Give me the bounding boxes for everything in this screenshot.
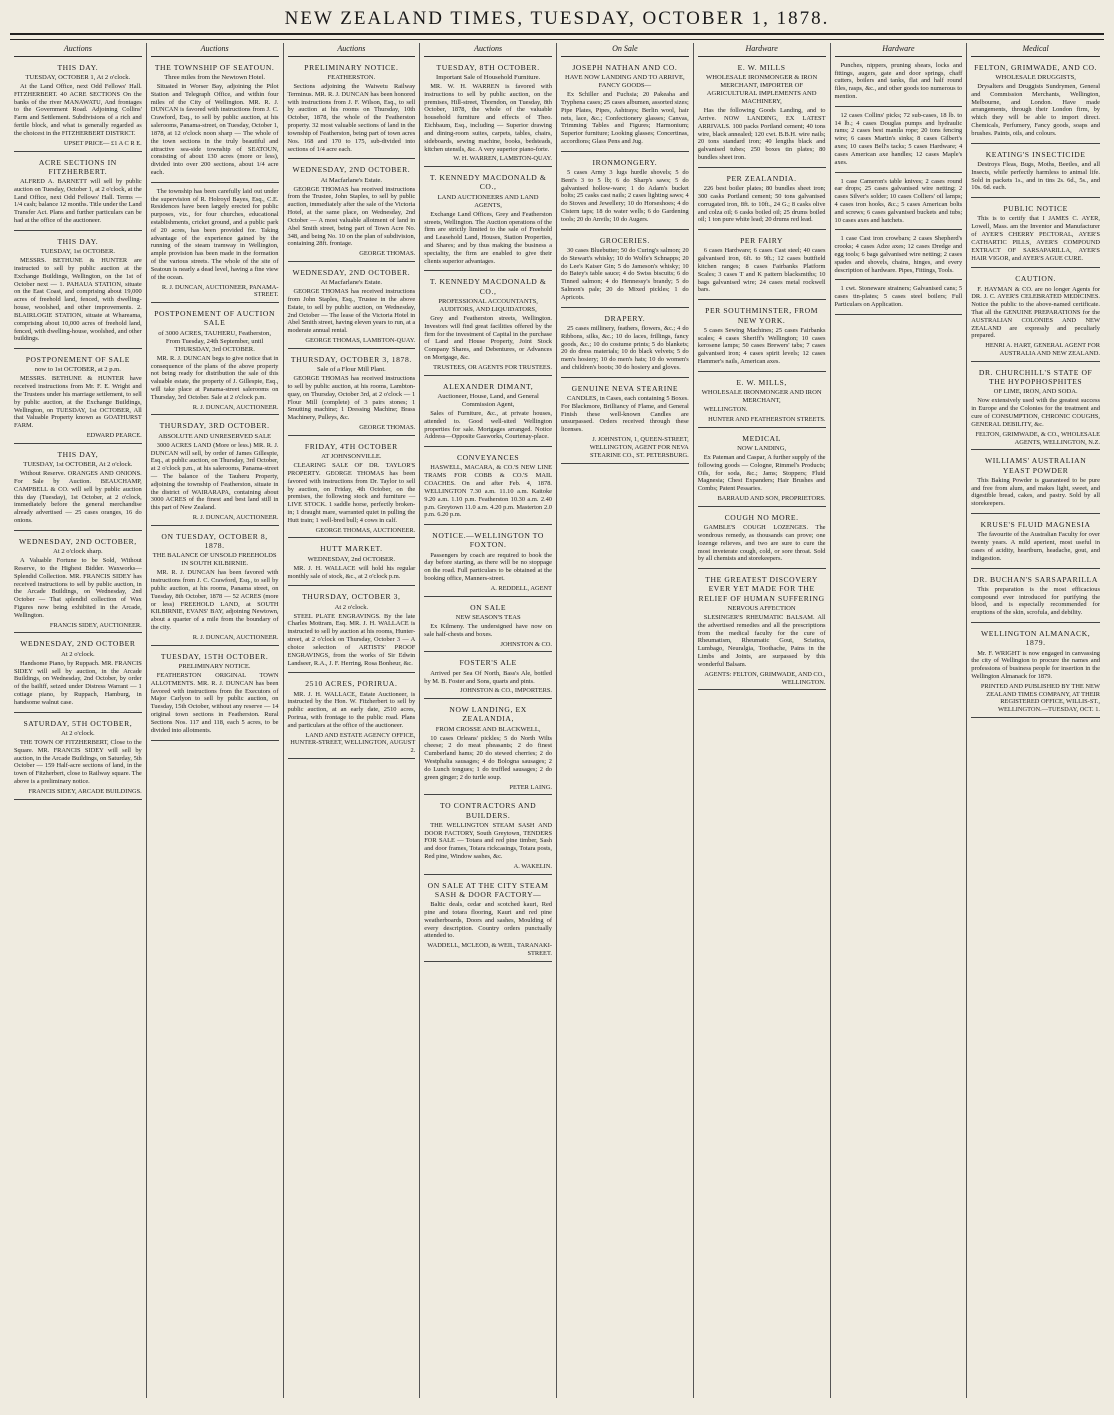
ad-subtitle: At Macfarlane's Estate. [320, 279, 383, 287]
advertisement [151, 418, 279, 525]
ad-body: F. HAYMAN & CO. are no longer Agents for DR. J. C. AYER'S CELEBRATED MEDICINES. Notice the public to the above-named certificate. That all the GENUINE PREPARATIONS for the AUSTRALIAN COLONIES AND NEW ZEALAND are expressly and peculiarly prepared. [971, 285, 1100, 340]
advertisement [288, 162, 416, 262]
column-heading: On Sale [561, 43, 689, 57]
advertisement [424, 528, 552, 597]
ad-title: FELTON, GRIMWADE, AND CO. [974, 62, 1098, 72]
advertisement [14, 636, 142, 712]
ad-body: Has the following Goods Landing, and to Arrive. NOW LANDING, EX LATEST ARRIVALS. 100 packs Portland cement; 40 tons wire, black annealed; 120 cwt. B.B.H. wire nails; 20 tons standard iron; 40 lengths black and galvanised tubes; 250 boxes tin plates; 80 bundles sheet iron. [697, 107, 826, 161]
advertisement [835, 60, 963, 107]
ad-signature: W. H. WARREN, LAMBTON-QUAY. [453, 155, 552, 163]
ad-subtitle: At 2 o'clock. [61, 650, 95, 658]
ad-body: 5 cases Sewing Machines; 25 cases Fairbanks scales; 4 cases Sheriff's Wellington; 10 cases kerosene lamps; 50 cases Brewers' tabs; 7 cases galvanised iron; 4 cases spirit levels; 12 cases Hammer's nails, American axes. [697, 326, 826, 365]
advertisement [971, 60, 1100, 144]
column-1 [10, 43, 147, 1398]
ad-subtitle: PROFESSIONAL ACCOUNTANTS, AUDITORS, AND LIQUIDATORS, [438, 297, 538, 313]
ad-signature: JOHNSTON & CO. [500, 640, 552, 648]
column-6 [694, 43, 831, 1398]
ad-title: ALEXANDER DIMANT, [443, 381, 534, 391]
column-heading: Medical [971, 43, 1100, 57]
advertisement [288, 265, 416, 349]
ad-title: T. KENNEDY MACDONALD & CO., [429, 277, 547, 296]
ad-signature: WADDELL, MCLEOD, & WEIL, TARANAKI-STREET. [427, 942, 552, 958]
ad-title: TO CONTRACTORS AND BUILDERS. [440, 801, 537, 820]
ad-subtitle: At 2 o'clock. [61, 729, 95, 737]
ad-subtitle: TUESDAY, 1st OCTOBER. [40, 248, 115, 256]
ad-subtitle: HAVE NOW LANDING AND TO ARRIVE, FANCY GOODS— [565, 74, 685, 90]
ad-signature: HENRI A. HART, GENERAL AGENT FOR AUSTRALIA AND NEW ZEALAND. [985, 342, 1100, 358]
ad-title: TUESDAY, 8TH OCTOBER. [436, 62, 540, 72]
advertisement [561, 233, 689, 308]
ad-signature: R. J. DUNCAN, AUCTIONEER, PANAMA-STREET. [161, 283, 279, 299]
ad-body: HASWELL, MACARA, & CO.'S NEW LINE TRAMS FOR COBB & CO.'S MAIL COACHES. On and after Feb. 4, 1878. WELLINGTON 7.30 a.m. 11.10 a.m. Kaitoke 9.20 a.m. 1.10 p.m. Featherston 10.30 a.m. 2.40 p.m. Greytown 11.0 a.m. 4.20 p.m. Masterton 2.0 p.m. 6.20 p.m. [424, 464, 552, 519]
ad-title: NOTICE.—WELLINGTON TO FOXTON. [432, 531, 544, 550]
column-grid [10, 43, 1104, 1398]
advertisement [698, 171, 826, 230]
advertisement [14, 155, 142, 231]
advertisement [151, 529, 279, 646]
ad-body: This Baking Powder is guaranteed to be pure and free from alum, and makes light, sweet, and digestible bread, cakes, and pastry. Sold by all storekeepers. [971, 476, 1100, 508]
ad-body: MR. J. H. WALLACE will hold his regular monthly sale of stock, &c., at 2 o'clock p.m. [287, 564, 416, 580]
ad-body: This preparation is the most efficacious compound ever introduced for purifying the blood, and is especially recommended for eruptions of the skin, scrofula, and debility. [971, 585, 1100, 617]
ad-title: WEDNESDAY, 2ND OCTOBER. [292, 267, 411, 277]
ad-signature: R. J. DUNCAN, AUCTIONEER. [192, 403, 279, 411]
ad-title: PER ZEALANDIA. [726, 173, 797, 183]
ad-subtitle: now to 1st OCTOBER, at 2 p.m. [34, 366, 121, 374]
advertisement [698, 233, 826, 300]
ad-title: POSTPONEMENT OF AUCTION SALE [154, 309, 276, 328]
ad-body: The favourite of the Australian Faculty for over twenty years. A mild aperient, most useful in cases of acidity, heartburn, headache, gout, and indigestion. [971, 531, 1100, 562]
ad-subtitle: NEW SEASON'S TEAS [455, 613, 521, 621]
ad-title: T. KENNEDY MACDONALD & CO., [429, 173, 547, 192]
ad-subtitle: ABSOLUTE AND UNRESERVED SALE [158, 432, 272, 440]
ad-signature: BARRAUD AND SON, PROPRIETORS. [717, 495, 826, 503]
ad-title: POSTPONEMENT OF SALE [25, 355, 130, 365]
ad-subtitle: WHOLESALE IRONMONGER & IRON MERCHANT, IMPORTER OF AGRICULTURAL IMPLEMENTS AND MACHINERY, [706, 74, 818, 106]
ad-subtitle: NOW LANDING, [737, 445, 787, 452]
ad-title: WEDNESDAY, 2ND OCTOBER. [292, 165, 411, 175]
advertisement [288, 439, 416, 539]
advertisement [424, 655, 552, 699]
ad-title: CAUTION. [1015, 274, 1057, 284]
column-heading: Auctions [424, 43, 552, 57]
column-heading: Auctions [14, 43, 142, 57]
advertisement [424, 379, 552, 448]
ad-signature: A. WAKELIN. [513, 862, 552, 870]
ad-subtitle: of 3000 ACRES, TAUHERU, Featherston, From Tuesday, 24th September, until THURSDAY, 3rd OCTOBER. [158, 329, 271, 353]
advertisement [288, 676, 416, 759]
ad-body: Sales of Furniture, &c., at private houses, attended to. Good well-sited Wellington properties for sale. Mortgages arranged. Notice Address—Opposite Gasworks, Courtenay-place. [424, 409, 552, 441]
ad-subtitle: WEDNESDAY, 2nd OCTOBER. [307, 555, 396, 563]
ad-body: Situated in Worser Bay, adjoining the Pilot Station and Telegraph Office, and within four miles of the City of Wellington. MR. R. J. DUNCAN is favored with instructions from J. C. Crawford, Esq., to sell by public auction, at his salerooms, Panama-street, on Tuesday, October 1, 1878, at 12 o'clock noon sharp — The whole of the town sections in the truly beautiful and attractive sea-side township of SEATOUN, consisting of about 130 acres (more or less), divided into over 200 sections, about 1/4 acre each. [150, 83, 279, 176]
ad-body: 1 case Cast iron crowbars; 2 cases Shepherd's crooks; 4 cases Adze axes; 12 cases Dredge and egg tools; 6 bags galvanised wire netting; 2 cases spades and shovels, chains, hinges, and every description of hardware. Pipes, Fittings, Tools. [834, 235, 963, 274]
ad-signature: UPSET PRICE— £1 A C R E. [63, 139, 142, 147]
ad-subtitle: Important Sale of Household Furniture. [436, 74, 541, 81]
ad-title: JOSEPH NATHAN AND CO. [572, 62, 678, 72]
ad-subtitle: At Macfarlane's Estate. [320, 176, 383, 184]
ad-title: DR. CHURCHILL'S STATE OF THE HYPOPHOSPHITES [978, 367, 1093, 387]
ad-body: A Valuable Fortune to be Sold, Without Reserve, to the Highest Bidder. Waxworks—Splendid Collection. MR. FRANCIS SIDEY has received instructions to sell by public auction, in the Arcade Buildings, on Wednesday, 2nd October — That splendid collection of Wax Figures now being exhibited in the Arcade, Wellington. [14, 557, 142, 619]
ad-subtitle: LAND AUCTIONEERS AND LAND AGENTS, [437, 193, 539, 209]
ad-body: STEEL PLATE ENGRAVINGS. By the late Charles Mottram, Esq. MR. J. H. WALLACE is instructed to sell by auction at his rooms, Hunter-street, at 2 o'clock on Thursday, October 3 — A choice selection of ARTISTS' PROOF ENGRAVINGS, from the works of Sir Edwin Landseer, R.A., J. F. Herring, Rosa Bonheur, &c. [287, 612, 416, 667]
ad-body: Exchange Land Offices, Grey and Featherston streets, Wellington. The Auction operations of the firm are strictly limited to the sale of Freehold and Leasehold Land, Houses, Station Properties, and Shares; and by thus making the business a speciality, the firm are enabled to give their clients superior advantages. [424, 210, 552, 265]
advertisement [698, 375, 826, 428]
ad-body: MR. J. H. WALLACE, Estate Auctioneer, is instructed by the Hon. W. Fitzherbert to sell by public auction, at an early date, 2510 acres, Porirua, with frontage to the public road. Plans and particulars at the office of the auctioneer. [287, 690, 416, 729]
advertisement [835, 233, 963, 280]
ad-signature: FELTON, GRIMWADE, & CO., WHOLESALE AGENTS, WELLINGTON, N.Z. [975, 430, 1100, 446]
column-heading: Hardware [698, 43, 826, 57]
ad-subtitle: WHOLESALE DRUGGISTS, [995, 74, 1076, 81]
column-3 [284, 43, 421, 1398]
ad-title: DRAPERY. [604, 313, 646, 323]
ad-subtitle: PRELIMINARY NOTICE. [178, 662, 251, 670]
column-heading: Auctions [288, 43, 416, 57]
advertisement [288, 541, 416, 586]
advertisement [835, 283, 963, 314]
ad-body: Ex Kilmeny. The undersigned have now on sale half-chests and boxes. [424, 623, 552, 638]
ad-signature: HUNTER AND FEATHERSTON STREETS. [708, 415, 826, 423]
ad-body: Baltic deals, cedar and scotched kauri, Red pine and totara flooring, Kauri and red pine weatherboards, Doors and sashes, Moulding of every description. Country orders punctually attended to. [424, 901, 552, 940]
ad-body: 5 cases Army 3 lugs hurdle shovels; 5 do Bent's 3 to 5 lb; 6 do Sharp's saws; 5 do galvanised hollow-ware; 1 do Adam's bucket bolts; 25 casks cast nails; 2 cases lighting saws; 4 do Stoves and Jewellery; 10 do Horseshoes; 4 do Cistern taps; 18 do water wells; 6 do Gardening tools; 20 do Anvils; 10 do Augers. [561, 169, 689, 223]
advertisement [424, 702, 552, 795]
ad-body: GEORGE THOMAS has received instructions from John Staples, Esq., Trustee in the above Estate, to sell by public auction, on Wednesday, 2nd October — The lease of the Victoria Hotel in Abel Smith street, having eleven years to run, at a moderate annual rental. [287, 288, 416, 335]
advertisement [151, 306, 279, 415]
advertisement [971, 147, 1100, 199]
advertisement [971, 572, 1100, 624]
ad-body: MR. R. J. DUNCAN has been favored with instructions from J. C. Crawford, Esq., to sell by public auction, at his rooms, Panama street, on Tuesday, 8th October, 1878 — 52 ACRES (more or less) FREEHOLD LAND, at SOUTH KILBIRNIE, EVANS' BAY, adjoining Newtown, about a quarter of a mile from the boundary of the city. [150, 569, 279, 632]
ad-subtitle: AT JOHNSONVILLE. [321, 453, 382, 461]
advertisement [288, 60, 416, 160]
advertisement [14, 447, 142, 531]
ad-title: THURSDAY, 3RD OCTOBER. [159, 421, 270, 431]
ad-title: THIS DAY. [57, 62, 99, 72]
ad-body: 6 cases Hardware; 6 cases Cast steel; 40 cases galvanised iron, 6ft. to 9ft.; 12 cases buttfield kitchen ranges; 8 cases Fairbanks Platform Scales; 3 cases T and K pattern blacksmiths; 10 bags galvanised wire; 24 cases metal rockwell bars. [697, 247, 826, 294]
advertisement [151, 649, 279, 741]
advertisement [424, 450, 552, 525]
ad-signature: J. JOHNSTON, 1, QUEEN-STREET, WELLINGTON, AGENT FOR NEVA STEARINE CO., ST. PETERSBURG. [589, 436, 689, 459]
advertisement [14, 534, 142, 634]
ad-title: PRELIMINARY NOTICE. [304, 62, 399, 72]
ad-body: MR. W. H. WARREN is favored with instructions to sell by public auction, on the premises, Hill-street, Thorndon, on Tuesday, 8th October, 1878, the whole of the valuable household furniture and effects of Theo. Eichbaum, Esq., including — Superior drawing and dining-room suites, carpets, tables, chairs, sideboards, sewing machine, books, bedsteads, kitchen utensils, &c. A very superior piano-forte. [424, 83, 552, 153]
ad-body: 226 best boiler plates; 80 bundles sheet iron; 300 casks Portland cement; 50 tons galvanised corrugated iron, 8ft. to 10ft., 24 G.; 8 casks olive and colza oil; 6 casks boiled oil; 25 drums boiled oil; 1 ton pure white lead; 20 drums red lead. [697, 185, 826, 224]
advertisement [698, 303, 826, 372]
ad-body: CANDLES, in Cases, each containing 5 Boxes. For Blackmore, Brilliancy of Flame, and General Finish these well-known Candles are unsurpassed. Orders received through these licenses. [561, 395, 689, 434]
ad-title: FRIDAY, 4TH OCTOBER [304, 441, 398, 451]
ad-signature: PETER LAING. [509, 783, 552, 791]
ad-title: E. W. MILLS, [736, 377, 787, 387]
ad-subtitle: TUESDAY, OCTOBER 1, At 2 o'clock. [25, 74, 131, 81]
ad-body: GEORGE THOMAS has received instructions to sell by public auction, at his rooms, Lambton-quay, on Thursday, October 3rd, at 2 o'clock — 1 Flour Mill (complete) of 3 pairs stones; 1 Smutting machine; 1 Dressing Machine; Brass Machinery, Pulleys, &c. [287, 375, 416, 422]
ad-signature: TRUSTEES, OR AGENTS FOR TRUSTEES. [433, 363, 552, 371]
column-5 [557, 43, 694, 1398]
ad-title: KRUSE'S FLUID MAGNESIA [980, 520, 1091, 530]
masthead-rule [10, 37, 1104, 40]
ad-body: Ex Pateman and Caspar, A further supply of the following goods — Cologne, Rimmel's Products; Oils, for soda, &c.; Jams; Stoppers; Fluid Magnesia; Chest Expanders; Hair Brushes and Combs; Patent Pessaries. [697, 454, 826, 493]
ad-body: MR. R. J. DUNCAN begs to give notice that in consequence of the plans of the above property not being ready for distribution the sale of this valuable estate, the property of J. Gillespie, Esq., will take place at Panama-street salerooms on Thursday, 3rd October. Sale at 2 o'clock p.m. [150, 354, 279, 401]
ad-title: PER FAIRY [740, 236, 784, 246]
advertisement [424, 600, 552, 653]
ad-signature: FRANCIS SIDEY, AUCTIONEER. [49, 621, 142, 629]
ad-subtitle: At 2 o'clock. [334, 603, 369, 611]
advertisement [698, 60, 826, 168]
ad-body: MESSRS. BETHUNE & HUNTER are instructed to sell by public auction at the Exchange Buildings, Wellington, on the 1st of October next — 1. PAHAUA STATION, situate on the East Coast, and comprising about 19,000 acres of freehold land, fenced, with dwelling-house, woolshed, and other improvements. 2. BLAIRLOGIE STATION, situate at Whareama, comprising about 10,000 acres of freehold land, fenced, with dwelling-house, woolshed, and other buildings. [14, 257, 142, 343]
ad-title: 2510 ACRES, PORIRUA. [305, 679, 398, 689]
ad-title: THURSDAY, OCTOBER 3, [302, 592, 401, 602]
ad-signature: PRINTED AND PUBLISHED BY THE NEW ZEALAND TIMES COMPANY, AT THEIR REGISTERED OFFICE, WILLIS-ST., WELLINGTON.—TUESDAY, OCT. 1. [980, 682, 1100, 714]
ad-body: Mr. F. WRIGHT is now engaged in canvassing the city of Wellington to procure the names and professions of business people for insertion in the Wellington Almanack for 1879. [971, 649, 1100, 680]
ad-title: GENUINE NEVA STEARINE [571, 383, 679, 393]
ad-title: E. W. MILLS [737, 62, 786, 72]
ad-signature: GEORGE THOMAS, LAMBTON-QUAY. [305, 337, 416, 345]
ad-signature: A. REDDELL, AGENT [490, 584, 552, 592]
ad-subtitle: Sale of a Flour Mill Plant. [316, 366, 386, 374]
ad-body: At the Land Office, next Odd Fellows' Hall. FITZHERBERT. 40 ACRE SECTIONS On the banks of the river MANAWATU, And frontages to the Government Road. Adjoining Collins' Farm and Settlement. Subdivisions of a rich and fertile block, and what is generally regarded as the choicest in the FITZHERBERT DISTRICT. [14, 83, 142, 137]
ad-body: 25 cases millinery, feathers, flowers, &c.; 4 do Ribbons, silks, &c.; 10 do laces, frillings, fancy goods, &c.; 10 do costume prints; 5 do blankets; 20 do dress materials; 10 do black velvets; 5 do men's hosiery; 10 do men's hats; 10 do women's and children's boots; 30 do hosiery and gloves. [561, 324, 689, 371]
ad-title: ACRE SECTIONS IN FITZHERBERT. [38, 157, 117, 176]
ad-title: WEDNESDAY, 2ND OCTOBER [20, 639, 136, 649]
advertisement [561, 155, 689, 230]
ad-title: IRONMONGERY. [592, 157, 658, 167]
ad-title: COUGH NO MORE. [724, 512, 799, 522]
ad-title: CONVEYANCES [456, 453, 520, 463]
advertisement [151, 186, 279, 303]
ad-subtitle: At 2 o'clock sharp. [53, 548, 103, 556]
ad-signature: FRANCIS SIDEY, ARCADE BUILDINGS. [28, 787, 142, 795]
advertisement [288, 352, 416, 436]
ad-title: WELLINGTON ALMANACK, 1879. [980, 629, 1091, 648]
ad-title: THIS DAY. [57, 236, 99, 246]
ad-body: Grey and Featherston streets, Wellington. Investors will find great facilities offered by the firm for the investment of Capital in the purchase of Land and House Property, Joint Stock Company Shares, and Debentures, or Advances on Mortgage, &c. [424, 314, 552, 362]
ad-body: Sections adjoining the Waiwetu Railway Terminus. MR. R. J. DUNCAN has been honored with instructions from J. F. Wilson, Esq., to sell by auction at his rooms on Thursday, 10th October, 1878, the whole of the Featherston property. 32 most valuable sections of land in the township of Featherston, being part of town acres Nos. 168 and 170 to 175, sub-divided into sections of 1/4 acre each. [287, 83, 416, 153]
ad-title: ON TUESDAY, OCTOBER 8, 1878. [161, 531, 268, 551]
ad-signature: GEORGE THOMAS, AUCTIONEER. [315, 526, 416, 534]
ad-body: This is to certify that I JAMES C. AYER, Lowell, Mass. am the Inventor and Manufacturer of AYER'S CHERRY PECTORAL, AYER'S CATHARTIC PILLS, AYER'S COMPOUND EXTRACT OF SARSAPARILLA, AYER'S HAIR VIGOR, and AYER'S AGUE CURE. [971, 215, 1100, 262]
advertisement [14, 352, 142, 444]
ad-signature: AGENTS: FELTON, GRIMWADE, AND CO., WELLINGTON. [704, 670, 826, 686]
advertisement [698, 431, 826, 507]
ad-title: TUESDAY, 15TH OCTOBER. [160, 651, 269, 661]
ad-signature: EDWARD PEARCE. [86, 432, 142, 440]
ad-title: THIS DAY, [57, 449, 99, 459]
advertisement [288, 589, 416, 673]
masthead-title: NEW ZEALAND TIMES, TUESDAY, OCTOBER 1, 1878. [10, 8, 1104, 35]
ad-subtitle: THE BALANCE OF UNSOLD FREEHOLDS IN SOUTH KILBIRNIE. [152, 552, 277, 568]
advertisement [971, 453, 1100, 514]
ad-body: Arrived per Sea Of North, Bass's Ale, bottled by M. B. Foster and Sons, quarts and pints. [424, 669, 552, 685]
ad-body: Handsome Piano, by Ruppach. MR. FRANCIS SIDEY will sell by auction, in the Arcade Buildings, on Wednesday, 2nd October, by order of the bailiff, seized under Distress Warrant — 1 cottage piano, by Ruppach, Hamburg, in handsome walnut case. [14, 659, 142, 706]
ad-body: 30 cases Bluebutter; 50 do Curing's salmon; 20 do Stewart's whisky; 10 do Wolfe's Schnapps; 20 do Lee's Kaiser Gin; 5 do Jameson's whisky; 10 do Batey's table sauce; 4 do Swiss biscuits; 6 do Tinned salmon; 4 do Hennessy's brandy; 5 do Salmon's pale; 20 do Mixed pickles; 1 do Apricots. [561, 246, 689, 301]
advertisement [424, 274, 552, 375]
ad-subtitle: OF LIME, IRON, AND SODA. [993, 388, 1078, 396]
ad-title: PUBLIC NOTICE [1003, 204, 1068, 214]
ad-signature: LAND AND ESTATE AGENCY OFFICE, HUNTER-STREET, WELLINGTON, AUGUST 2. [290, 731, 416, 755]
ad-signature: GEORGE THOMAS. [359, 424, 416, 432]
advertisement [14, 60, 142, 152]
ad-body: ALFRED A. BARNETT will sell by public auction on Tuesday, October 1, at 2 o'clock, at the Land Office, next Odd Fellows' Hall. Terms — 1/4 cash; balance 12 months. Title under the Land Transfer Act. Plans and further particulars can be had at the office of the auctioneer. [14, 178, 142, 225]
advertisement [424, 60, 552, 167]
column-heading: Hardware [835, 43, 963, 57]
column-heading: Auctions [151, 43, 279, 57]
ad-body: 10 cases Orleans' pickles; 5 do North Wilts cheese; 2 do meat pheasants; 2 do finest Cumberland hams; 20 do stewed cherries; 2 do Westphalia sausages; 4 do Bologna sausages; 2 do Lunch tongues; 1 do truffled sausages; 2 do green ginger; 2 do turtle soup. [424, 734, 552, 781]
ad-body: GEORGE THOMAS has received instructions from the Trustee, John Staples, to sell by public auction, immediately after the sale of the Victoria Hotel, at the same place, on Wednesday, 2nd October — A most valuable allotment of land in Abel Smith street, being part of Town Acre No. 348, and being No. 10 on the plan of subdivision, containing 28ft. frontage. [287, 185, 416, 248]
ad-body: Ex Schiller and Fuchsia; 20 Pakeaha and Tryphena cases; 25 cases albumen, assorted sizes; Pipe Plates, Pipes, Ashtrays; Berlin wool, hair nets, lace, &c.; Confectionery glasses; Canvas, Trimming Tables and Figures; Harmonium; Superior furniture; Looking glasses; Concertinas, accordions; Glass Pens and Jug. [561, 91, 689, 145]
ad-body: Without Reserve. ORANGES AND ONIONS. For Sale by Auction. BEAUCHAMP, CAMPBELL & CO. will sell by public auction this day (Tuesday), 1st October, at 2 o'clock, immediately before the general merchandise already advertised — 25 cases oranges, 16 do onions. [14, 470, 142, 525]
column-7 [831, 43, 968, 1398]
advertisement [698, 572, 826, 690]
ad-body: 3000 ACRES LAND (More or less.) MR. R. J. DUNCAN will sell, by order of James Gillespie, Esq., at public auction, on Thursday, 3rd October, at 2 o'clock p.m., at his salerooms, Panama-street — The balance of the Tauheru Property, adjoining the township of Featherston, situate in the district of WAIRARAPA, containing about 3000 ACRES of the finest and best land still in this part of New Zealand. [150, 441, 279, 512]
ad-subtitle: FROM CROSSE AND BLACKWELL, [435, 725, 541, 733]
ad-title: THURSDAY, OCTOBER 3, 1878. [290, 354, 412, 364]
advertisement [971, 626, 1100, 718]
advertisement [14, 234, 142, 349]
ad-body: Destroys Fleas, Bugs, Moths, Beetles, and all Insects, while perfectly harmless to animal life. Sold in packets 1s., and in tins 2s. 6d., 5s., and 10s. 6d. each. [971, 160, 1100, 192]
ad-body: CLEARING SALE OF DR. TAYLOR'S PROPERTY. GEORGE THOMAS has been favored with instructions from Dr. Taylor to sell by auction, on Friday, 4th October, on the premises, the following stock and furniture — LIVE STOCK. 1 saddle horse, perfectly broken-in; 1 draught mare, warranted quiet in pulling the Hutt train; 1 well-bred bull; 4 cows in calf. [287, 462, 416, 524]
ad-body: 1 cwt. Stoneware strainers; Galvanised cans; 5 cases tin-plates; 5 cases steel boilers; Full Particulars on Application. [834, 285, 963, 309]
ad-title: HUTT MARKET. [320, 544, 383, 554]
advertisement [561, 381, 689, 464]
column-4 [420, 43, 557, 1398]
ad-body: 1 case Cameron's table knives; 2 cases round ear drops; 25 cases galvanised wire netting; 2 cases Silver's solder; 10 cases Colliers' oil lamps; 4 cases iron hooks, &c.; 5 cases American bolts and screws; 6 cases galvanised buckets and tubs; 10 cases axes and hatchets. [834, 177, 963, 224]
ad-signature: GEORGE THOMAS. [359, 250, 416, 258]
ad-title: KEATING'S INSECTICIDE [985, 149, 1086, 159]
advertisement [561, 60, 689, 152]
ad-body: FEATHERSTON ORIGINAL TOWN ALLOTMENTS. MR. R. J. DUNCAN has been favored with instructions from the Executors of Major Carlyon to sell by public auction, on Tuesday, 15th October, without any reserve — 14 original town sections in Featherston. Rural Sections Nos. 117 and 118, each 5 acres, to be divided into allotments. [150, 672, 279, 734]
ad-title: ON SALE AT THE CITY STEAM SASH & DOOR FACTORY— [427, 880, 549, 899]
advertisement [14, 716, 142, 800]
ad-title: FOSTER'S ALE [459, 658, 517, 668]
ad-subtitle: FEATHERSTON. [327, 74, 376, 81]
ad-signature: R. J. DUNCAN, AUCTIONEER. [192, 633, 279, 641]
advertisement [835, 176, 963, 231]
ad-signature: JOHNSTON & CO., IMPORTERS. [460, 687, 552, 695]
ad-signature: R. J. DUNCAN, AUCTIONEER. [192, 514, 279, 522]
ad-title: MEDICAL [742, 433, 782, 443]
advertisement [151, 60, 279, 183]
ad-body: Punches, nippers, pruning shears, locks and fittings, augers, gate and door springs, chaff cutters, boilers and tanks, flat and half round files, rasps, &c., and other goods too numerous to mention. [834, 61, 963, 100]
ad-body: MESSRS. BETHUNE & HUNTER have received instructions from Mr. F. E. Wright and the Trustees under his marriage settlement, to sell by public auction, at the Exchange Buildings, Wellington, on TUESDAY, 1st OCTOBER, All that Valuable Property known as GOATHURST FARM. [14, 375, 142, 430]
ad-body: The township has been carefully laid out under the supervision of R. Holroyd Bayes, Esq., C.E. Residences have been largely erected for public purposes, viz., for four churches, educational establishments, cricket ground, and a public park of 20 acres, has been provided for. Taking advantage of the experience gained by the running of the steam tramway in Wellington, ample provision has been made in the formation of the various streets. The whole of the site of Seatoun is nearly a dead level, having a fine view of the ocean. [150, 187, 279, 281]
column-8 [967, 43, 1104, 1398]
advertisement [971, 201, 1100, 268]
advertisement [698, 510, 826, 569]
ad-title: WILLIAMS' AUSTRALIAN YEAST POWDER [984, 456, 1087, 475]
advertisement [971, 271, 1100, 362]
column-2 [147, 43, 284, 1398]
ad-title: DR. BUCHAN'S SARSAPARILLA [973, 574, 1098, 584]
ad-subtitle: Three miles from the Newtown Hotel. [164, 74, 265, 81]
ad-body: Passengers by coach are required to book the day before starting, as there will be no stoppage on the road. Full particulars to be obtained at the booking office, Manners-street. [424, 551, 552, 583]
advertisement [971, 517, 1100, 569]
ad-body: Now extensively used with the greatest success in Europe and the Colonies for the treatment and cure of CONSUMPTION, CHRONIC COUGHS, GENERAL DEBILITY, &c. [971, 397, 1100, 428]
advertisement [424, 878, 552, 962]
ad-title: THE TOWNSHIP OF SEATOUN. [154, 62, 275, 72]
ad-body: WELLINGTON. [703, 406, 748, 414]
advertisement [561, 311, 689, 378]
advertisement [424, 170, 552, 271]
ad-title: PER SOUTHMINSTER, FROM NEW YORK. [705, 306, 819, 325]
ad-title: GROCERIES. [599, 235, 650, 245]
ad-body: 12 cases Collins' picks; 72 sub-cases, 18 lb. to 14 lb.; 4 cases Douglas pumps and hydraulic rams; 2 cases best manila rope; 20 tons fencing wire; 6 cases Martin's sinks; 8 cases Gilbert's axes; 10 cases Bell's tacks; 5 cases Hardware; 4 cases American axe handles; 12 cases Maple's axes. [834, 111, 963, 166]
ad-subtitle: WHOLESALE IRONMONGER AND IRON MERCHANT, [701, 389, 822, 405]
ad-title: WEDNESDAY, 2ND OCTOBER, [18, 536, 137, 546]
ad-body: THE WELLINGTON STEAM SASH AND DOOR FACTORY, South Greytown, TENDERS FOR SALE — Totara and red pine timber, Sash and door frames, Totara rickcasings, Totara posts, Red pine, Window sashes, &c. [424, 821, 552, 861]
ad-body: THE TOWN OF FITZHERBERT, Close to the Square. MR. FRANCIS SIDEY will sell by auction, in the Arcade Buildings, on Saturday, 5th October — 159 Half-acre sections of land, in the town of Fitzherbert, close to Railway square. The above is a preliminary notice. [14, 738, 142, 785]
ad-subtitle: TUESDAY, 1st OCTOBER, At 2 o'clock. [23, 461, 133, 469]
ad-title: SATURDAY, 5TH OCTOBER, [23, 718, 133, 728]
ad-body: GAMBLE'S COUGH LOZENGES. The wondrous remedy, as thousands can prove; one lozenge relieves, and two are sure to cure the most inveterate cough, cold, or sore throat. Sold by all chemists and storekeepers. [697, 524, 826, 563]
advertisement [424, 798, 552, 874]
ad-title: ON SALE [470, 602, 507, 612]
ad-body: SLESINGER'S RHEUMATIC BALSAM. All the advertised remedies and all the prescriptions from the medical faculty for the cure of Rheumatism, Rheumatic Gout, Sciatica, Lumbago, Neuralgia, Toothache, Pains in the Limbs and Joints, are surpassed by this wonderful Balsam. [697, 614, 826, 668]
ad-title: NOW LANDING, EX ZEALANDIA, [449, 705, 527, 724]
ad-subtitle: Auctioneer, House, Land, and General Commission Agent, [437, 392, 539, 408]
advertisement [971, 365, 1100, 450]
ad-body: Drysalters and Druggists Sundrymen, General and Commission Merchants, Wellington, Melbourne, and London. Have made arrangements, through their London firm, by which they will be able to import direct. Chemicals, Perfumery, Fancy goods, soaps and brushes. Paints, oils, and colours. [971, 83, 1100, 137]
ad-subtitle: NERVOUS AFFECTION [727, 604, 796, 612]
advertisement [835, 110, 963, 173]
ad-title: THE GREATEST DISCOVERY EVER YET MADE FOR THE RELIEF OF HUMAN SUFFERING [698, 575, 825, 603]
